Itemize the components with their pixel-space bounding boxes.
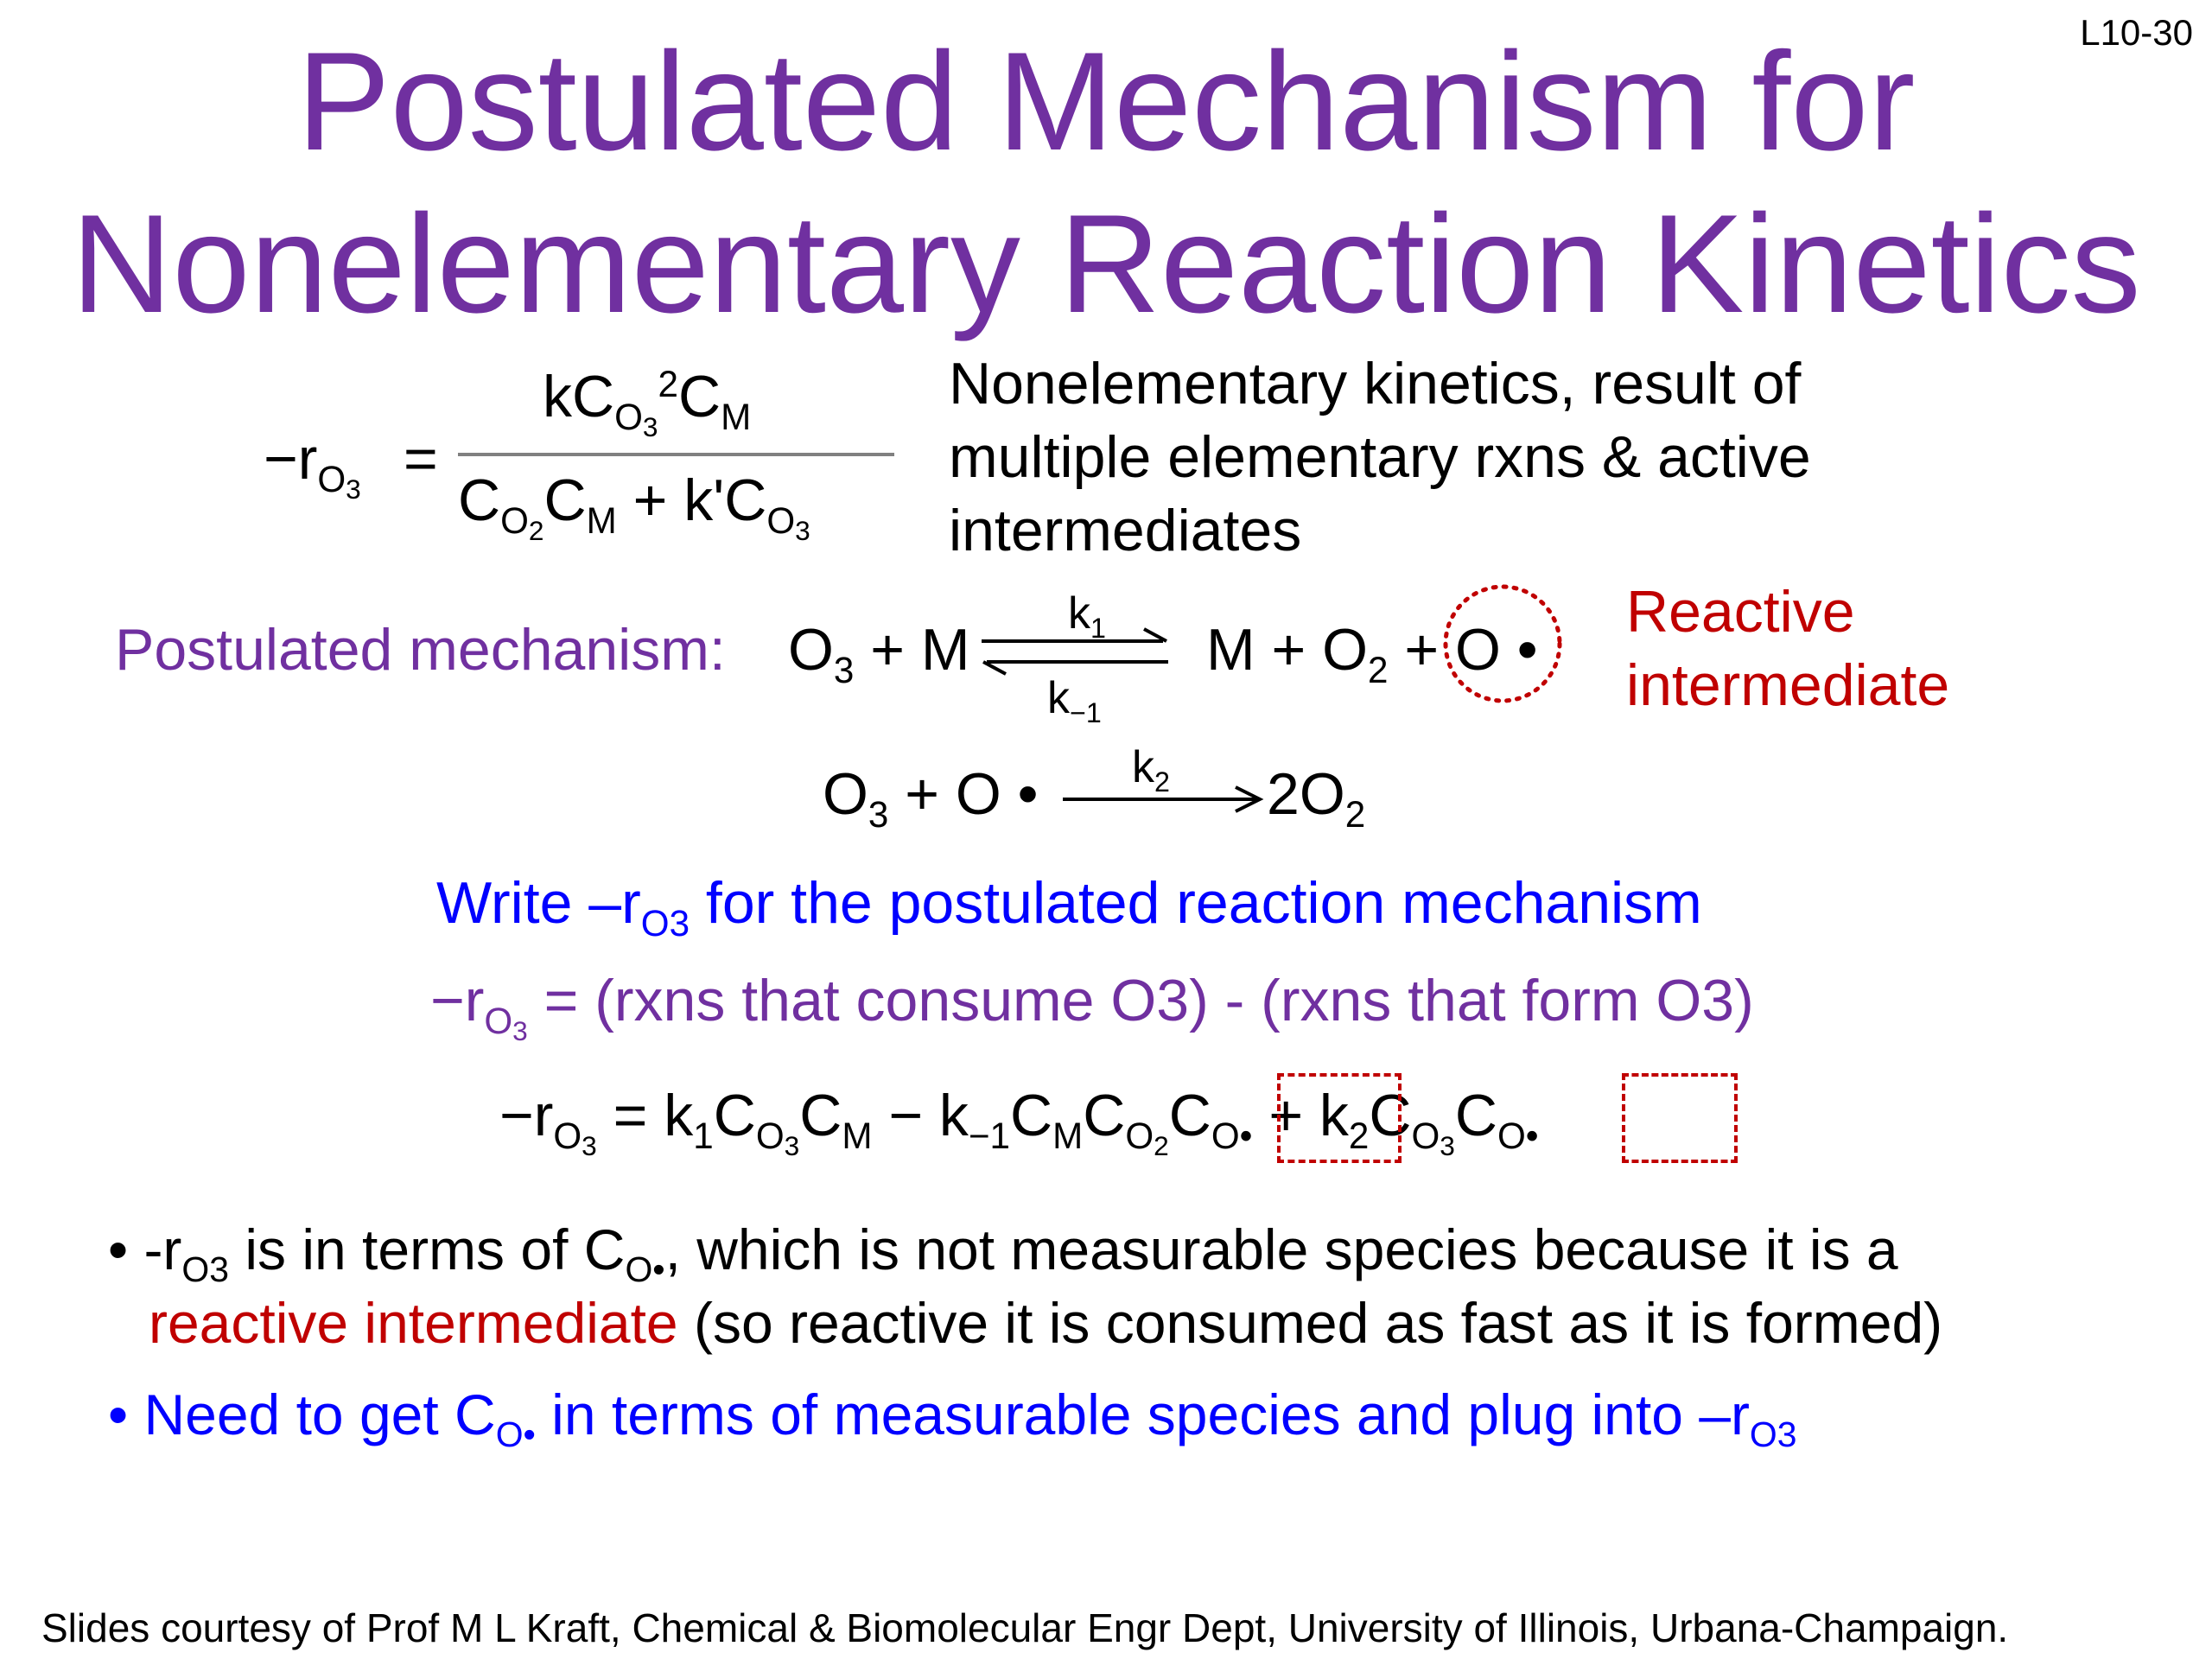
bullet-2: • Need to get $C_{O•}$ in terms of measurable species and plug into $-r_{O3}$ [108,1382,1797,1455]
mechanism-label: Postulated mechanism: [115,617,726,683]
fraction-bar [458,453,894,456]
k-forward-label: $k_1$ [1068,588,1106,645]
rate-definition: $-r_{O_3}$ = (rxns that consume O3) - (rxns that form O3) [430,968,1754,1046]
bullet-1-line2: reactive intermediate (so reactive it is consumed as fast as it is formed) [149,1291,1943,1355]
reaction1-lhs: $O_3 + M$ [788,617,970,690]
rate-law-lhs: $-r_{O_3}$ [264,426,361,505]
reactive-intermediate-label-line1: Reactive [1626,579,1855,645]
reactive-intermediate-label-line2: intermediate [1626,652,1950,718]
slide-title-line1: Postulated Mechanism for [296,23,1916,180]
nonelementary-note-line1: Nonelementary kinetics, result of [949,351,1802,416]
write-instruction: Write $-r_{O3}$ for the postulated reaction mechanism [436,870,1702,944]
co-radical-highlight-2 [1622,1073,1738,1163]
co-radical-highlight-1 [1277,1073,1402,1163]
credit-footer: Slides courtesy of Prof M L Kraft, Chemical & Biomolecular Engr Dept, University of Illinois, Urbana-Champaign. [41,1605,2009,1650]
nonelementary-note-line2: multiple elementary rxns & active [949,424,1811,490]
bullet-1-line1: • $-r_{O3}$ is in terms of $C_{O•}$, which is not measurable species because it is a [108,1217,1898,1290]
reaction2-rhs: $2O_2$ [1267,761,1366,835]
rate-law-equals: = [404,426,438,492]
nonelementary-note-line3: intermediates [949,498,1302,563]
reaction2-lhs: $O_3 + O$ • [823,761,1039,835]
reaction1-rhs: $M + O_2 + O$ • [1206,617,1538,690]
k2-label: $k_2$ [1132,742,1170,798]
rate-law-numerator: $kC_{O_3}^2C_M$ [543,363,752,442]
slide-title-line2: Nonelementary Reaction Kinetics [71,186,2141,342]
rate-law-denominator: $C_{O_2}C_M + k'C_{O_3}$ [458,467,810,546]
rate-expression: $-r_{O_3} = k_1C_{O_3}C_M - k_{-1}C_MC_{O_2}C_{O•} + k_2C_{O_3}C_{O•}$ [499,1083,1539,1161]
k-reverse-label: $k_{-1}$ [1047,673,1102,729]
slide-number: L10-30 [2080,12,2193,53]
intermediate-highlight-circle [1438,579,1567,709]
